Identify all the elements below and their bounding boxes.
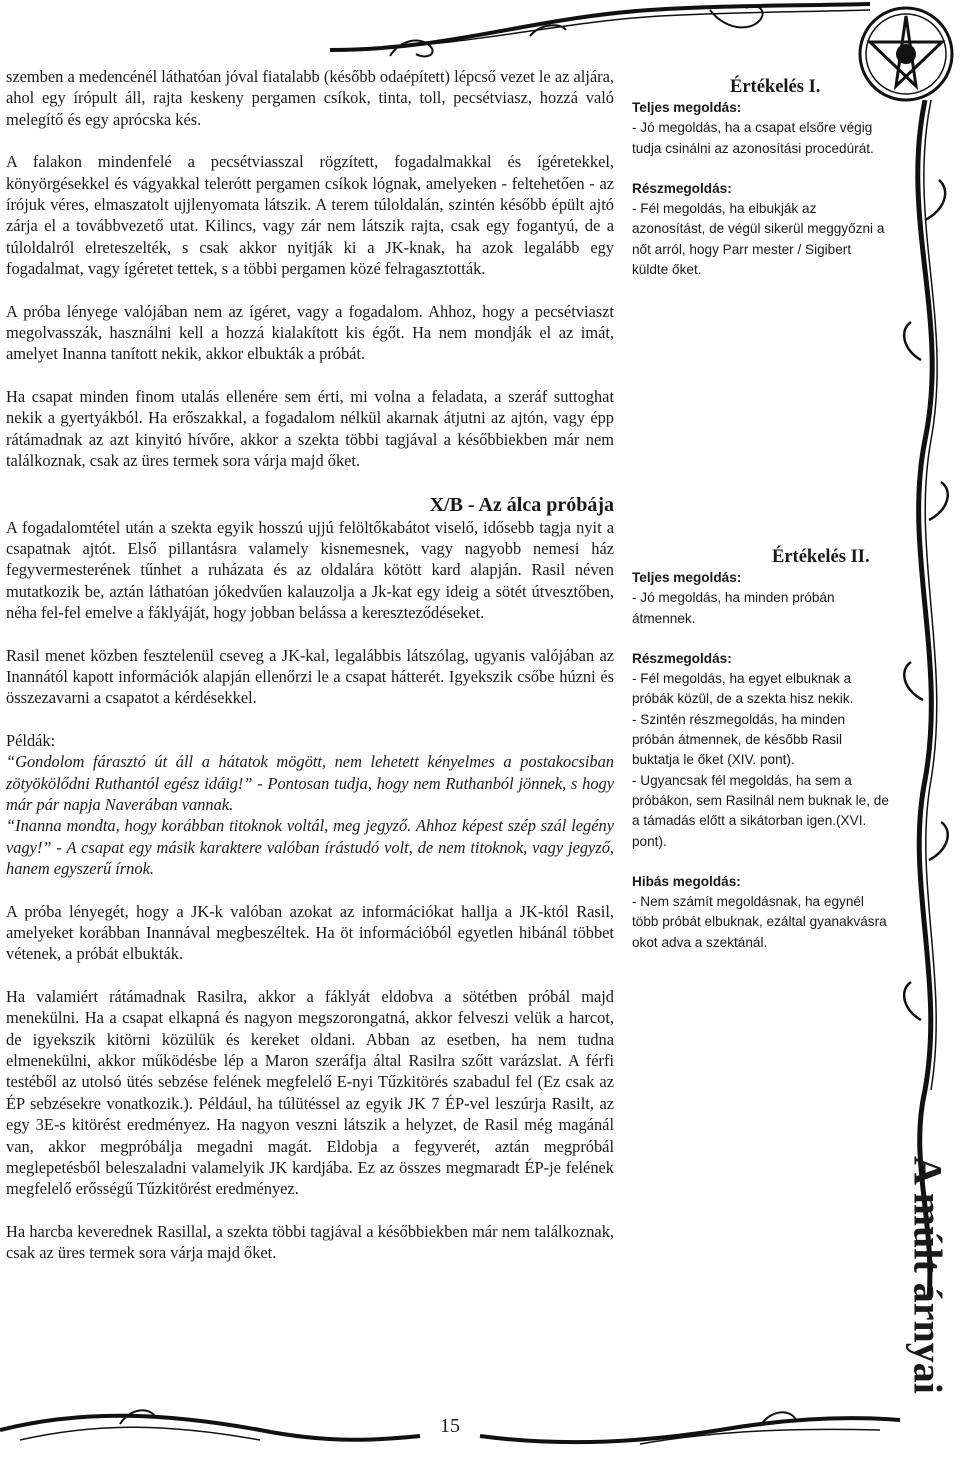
example-item: “Gondolom fárasztó út áll a hátatok mögött, nem lehetett kényelmes a postakocsiban zötyökölődni Ruthantól egész idáig!” - Pontosan tudja, hogy nem Ruthanból jönnek, s hogy már pár napja Naverában vannak. (6, 752, 614, 814)
partial-solution-label: Részmegoldás: (632, 180, 732, 196)
partial-solution-item: - Szintén részmegoldás, ha minden próbán átmennek, de később Rasil buktatja le őket (XIV. pont). (632, 711, 846, 768)
failed-solution-text: - Nem számít megoldásnak, ha egynél több próbát elbuknak, ezáltal gyanakvásra okot adva a szektánál. (632, 894, 887, 950)
trial-rule-paragraph: A próba lényegét, hogy a JK-k valóban azokat az információkat hallja a JK-któl Rasil, amelyeket korábban Inannával megbeszéltek. Ha öt információból egyetlen hibánál többet vétenek, a próbát elbukták. (6, 901, 614, 964)
full-solution-text: - Jó megoldás, ha minden próbán átmennek. (632, 590, 835, 626)
full-solution-label: Teljes megoldás: (632, 570, 742, 585)
partial-solution-text: - Fél megoldás, ha elbukják az azonosítást, de végül sikerül meggyőzni a nőt arról, hogy Parr mester / Sigibert küldte őket. (632, 201, 885, 278)
intro-paragraph: szemben a medencénél láthatóan jóval fiatalabb (később odaépített) lépcső vezet le az aljára, ahol egy írópult áll, rajta keskeny pergamen csíkok, tinta, toll, pecsétviasz, hozzá való melegítő és egy aprócska kés. (6, 67, 614, 129)
full-solution-label: Teljes megoldás: (632, 100, 742, 115)
failed-solution-label: Hibás megoldás: (632, 873, 741, 889)
attack-paragraph: Ha valamiért rátámadnak Rasilra, akkor a fáklyát eldobva a sötétben próbál majd menekülni. Ha a csapat elkapná és nagyon megszorongatná, akkor felveszi velük a harcot, de igyekszik kitörni közülük és kereket oldani. Abban az esetben, ha nem tudna elmenekülni, akkor működésbe lép a Maron szeráfja által Rasilra szőtt varázslat. A férfi testéből az utolsó ütés sebzése felének megfelelő E-nyi Tűzkitörés szabadul fel (Ez csak az ÉP sebzésekre vonatkozik.). Például, ha túlütéssel az egyik JK 7 ÉP-vel leszúrja Rasilt, az egy 3E-s kitörést eredményez. Ha nagyon veszni látszik a helyzet, de Rasil még magánál van, akkor megpróbálja megadni magát. Eldobja a fegyverét, aztán megpróbál meglepetésből beleszaladni valamelyik JK kardjába. Ez az összes megmaradt ÉP-je felének megfelelő erősségű Tűzkitörést eredményez. (6, 986, 614, 1199)
partial-solution-item: - Ugyancsak fél megoldás, ha sem a próbákon, sem Rasilnál nem buknak le, de a támadás előtt a sikátorban igen.(XVI. pont). (632, 772, 889, 849)
chapter-title-text: A múlt árnyai (905, 1156, 951, 1394)
rasil-chat-paragraph: Rasil menet közben fesztelenül cseveg a JK-kal, legalábbis látszólag, ugyanis valójában az Inannától kapott információk alapján ellenőrzi le a csapat hátterét. Igyekszik csőbe húzni és összezavarni a csapatot a kérdésekkel. (6, 645, 614, 708)
top-flourish-ornament (330, 0, 870, 60)
example-item: “Inanna mondta, hogy korábban titoknok voltál, meg jegyző. Ahhoz képest szép szál legény vagy!” - A csapat egy másik karaktere valóban írástudó volt, de nem titoknok, vagy jegyző, hanem egyszerű írnok. (6, 816, 614, 879)
evaluation-one-title: Értékelés I. (730, 77, 821, 97)
page-number: 15 (440, 1415, 460, 1437)
evaluation-one-box (632, 76, 890, 280)
section-heading: X/B - Az álca próbája (429, 493, 614, 516)
fight-paragraph: Ha harcba keverednek Rasillal, a szekta többi tagjával a későbbiekben már nem találkoznak, csak az üres termek sora várja majd őket. (6, 1221, 614, 1263)
partial-solution-item: - Fél megoldás, ha egyet elbuknak a próbák közül, de a szekta hisz nekik. (632, 671, 854, 707)
main-text-column (6, 66, 614, 1285)
vertical-chapter-title (900, 1150, 956, 1400)
evaluation-two-title: Értékelés II. (772, 547, 870, 567)
full-solution-text: - Jó megoldás, ha a csapat elsőre végig tudja csinálni az azonosítási procedúrát. (632, 120, 874, 156)
evaluation-two-box (632, 546, 890, 953)
walls-paragraph: A falakon mindenfelé a pecsétviasszal rögzített, fogadalmakkal és ígéretekkel, könyörgésekkel és vágyakkal telerótt pergamen csíkok lógnak, amelyeken - feltehetően - az írójuk véres, elmaszatolt ujjlenyomata látszik. A terem túloldalán, szintén később épült ajtó zárja el a továbbvezető utat. Kilincs, vagy zár nem látszik rajta, csak egy fogantyú, de a túloldalról elreteszelték, s csak akkor nyitják ki a JK-knak, ha azok legalább egy fogadalmat, vagy ígéretet tettek, s a többi pergamen közé felragasztották. (6, 152, 614, 279)
hint-paragraph: Ha csapat minden finom utalás ellenére sem érti, mi volna a feladata, a szeráf suttoghat nekik a gyertyákból. Ha erőszakkal, a fogadalom nélkül akarnak átjutni az ajtón, vagy épp rátámadnak az azt kinyitó hívőre, akkor a szekta többi tagjával a későbbiekben már nem találkoznak, csak az üres termek sora várja majd őket. (6, 386, 614, 471)
trial-essence-paragraph: A próba lényege valójában nem az ígéret, vagy a fogadalom. Ahhoz, hogy a pecsétviaszt megolvasszák, használni kell a hozzá kialakított kis égőt. Ha nem mondják el az imát, amelyet Inanna tanított nekik, akkor elbukták a próbát. (6, 301, 614, 364)
examples-label: Példák: (6, 730, 56, 750)
partial-solution-label: Részmegoldás: (632, 650, 732, 666)
rasil-intro-paragraph: A fogadalomtétel után a szekta egyik hosszú ujjú felöltőkabátot viselő, idősebb tagja nyit a csapatnak ajtót. Első pillantásra valamely kisnemesnek, vagy nagyobb nemesi ház fegyvermesterének tűnhet a ruházata és az oldalára kötött kard alapján. Rasil néven mutatkozik be, aztán láthatóan jókedvűen kalauzolja a Jk-kat egy ideig a sötét útvesztőben, néha fel-fel emelve a fáklyáját, hogy jobban belássa a kereszteződéseket. (6, 517, 614, 623)
